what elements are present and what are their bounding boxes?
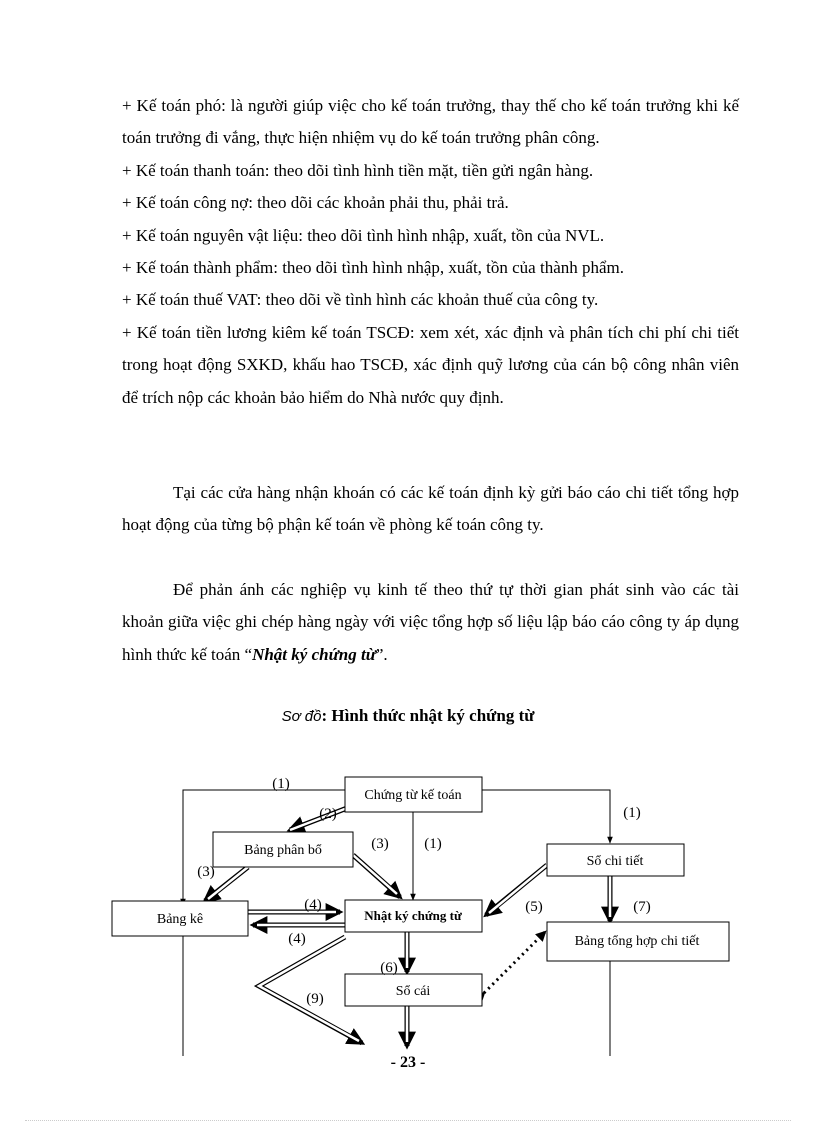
paragraph-cua-hang: Tại các cửa hàng nhận khoán có các kế toán định kỳ gửi báo cáo chi tiết tổng hợp hoạt động của từng bộ phận kế toán về phòng kế toán công ty. — [122, 483, 739, 535]
label-1-center: (1) — [424, 836, 442, 852]
caption-title: Hình thức nhật ký chứng từ — [331, 706, 535, 725]
arrow-chungtu-sochitiet — [482, 790, 610, 843]
paragraph-cong-no: + Kế toán công nợ: theo dõi các khoản phải thu, phải trả. — [122, 193, 509, 213]
caption-separator: : — [321, 706, 332, 725]
paragraph-thanh-pham: + Kế toán thành phẩm: theo dõi tình hình nhập, xuất, tồn của thành phẩm. — [122, 258, 625, 278]
label-3-right: (3) — [371, 836, 389, 852]
node-nhat-ky-chung-tu: Nhật ký chứng từ — [364, 908, 462, 923]
label-2: (2) — [319, 806, 337, 822]
label-4-top: (4) — [304, 897, 322, 913]
method-name-emphasis: Nhật ký chứng từ — [252, 644, 376, 664]
label-5: (5) — [525, 899, 543, 915]
node-so-cai: Sổ cái — [395, 984, 431, 999]
label-9: (9) — [306, 991, 324, 1007]
label-7: (7) — [633, 899, 651, 915]
node-so-chi-tiet: Sổ chi tiết — [586, 854, 644, 869]
caption-lead: Sơ đồ — [281, 708, 322, 725]
node-chung-tu-ke-toan: Chứng từ kế toán — [364, 788, 462, 803]
paragraph-tien-luong: + Kế toán tiền lương kiêm kế toán TSCĐ: xem xét, xác định và phân tích chi phí chi tiết trong hoạt động SXKD, khấu hao TSCĐ, xác định quỹ lương của cán bộ công nhân viên để trích nộp các khoản bảo hiểm do Nhà nước quy định. — [122, 322, 739, 407]
method-text-prefix: Để phản ánh các nghiệp vụ kinh tế theo thứ tự thời gian phát sinh vào các tài khoản giữa việc ghi chép hàng ngày với việc tổng hợp số liệu lập báo cáo công ty áp dụng hình thức kế toán “ — [122, 580, 739, 664]
label-1-top-left: (1) — [272, 776, 290, 792]
node-bang-phan-bo: Bảng phân bổ — [244, 843, 322, 858]
arrow-socai-tonghop-dotted — [484, 932, 545, 993]
label-4-bottom: (4) — [288, 931, 306, 947]
page-number: - 23 - — [390, 1054, 426, 1071]
method-text-suffix: ”. — [375, 644, 388, 664]
paragraph-pho-ke-toan: + Kế toán phó: là người giúp việc cho kế toán trưởng, thay thế cho kế toán trưởng khi kế toán trưởng đi vắng, thực hiện nhiệm vụ do kế toán trưởng phân công. — [122, 96, 739, 148]
label-1-right: (1) — [623, 805, 641, 821]
node-bang-tong-hop-chi-tiet: Bảng tổng hợp chi tiết — [574, 934, 700, 949]
label-6: (6) — [380, 960, 398, 976]
paragraph-nguyen-vat-lieu: + Kế toán nguyên vật liệu: theo dõi tình hình nhập, xuất, tồn của NVL. — [122, 225, 605, 245]
paragraph-thue-vat: + Kế toán thuế VAT: theo dõi về tình hình các khoản thuế của công ty. — [122, 290, 599, 310]
paragraph-thanh-toan: + Kế toán thanh toán: theo dõi tình hình tiền mặt, tiền gửi ngân hàng. — [122, 160, 594, 180]
node-bang-ke: Bảng kê — [156, 912, 204, 927]
label-3-left: (3) — [197, 864, 215, 880]
page-bottom-rule — [25, 1120, 791, 1121]
